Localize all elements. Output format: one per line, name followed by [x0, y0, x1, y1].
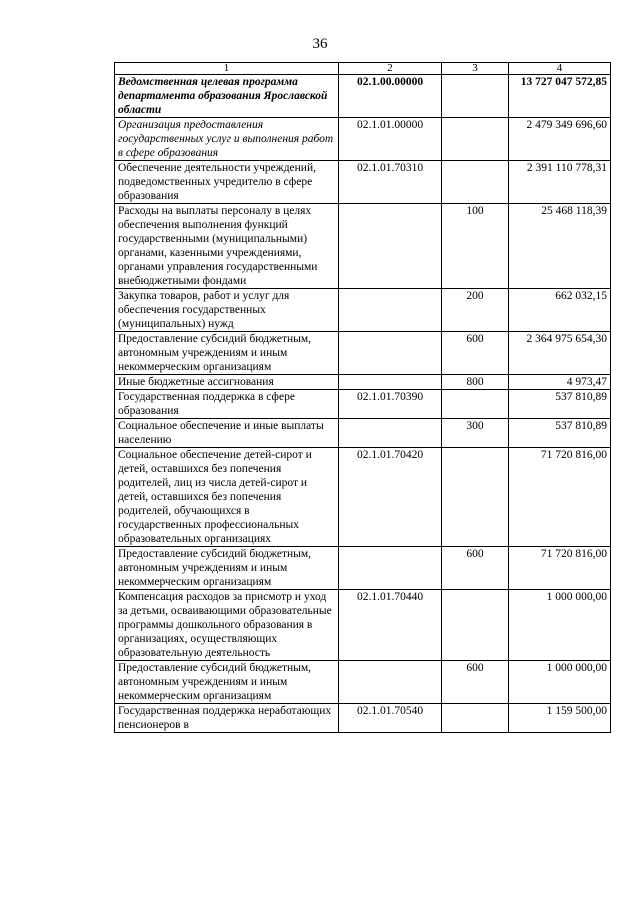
header-col-1: 1	[115, 63, 339, 75]
header-col-4: 4	[509, 63, 611, 75]
row-code-cell: 02.1.01.00000	[339, 118, 442, 161]
row-name-cell: Предоставление субсидий бюджетным, автономным учреждениям и иным некоммерческим организациям	[115, 332, 339, 375]
budget-table	[114, 62, 611, 733]
row-type-cell	[442, 448, 509, 547]
row-amount-cell: 1 000 000,00	[509, 590, 611, 661]
row-amount-cell: 1 159 500,00	[509, 704, 611, 733]
row-type-cell: 100	[442, 204, 509, 289]
row-type-cell: 600	[442, 332, 509, 375]
table-row	[115, 448, 611, 547]
table-row	[115, 547, 611, 590]
table-header-row	[115, 63, 611, 75]
page-number: 36	[312, 36, 328, 52]
row-amount-cell: 13 727 047 572,85	[509, 75, 611, 118]
row-name-cell: Ведомственная целевая программа департамента образования Ярославской области	[115, 75, 339, 118]
row-code-cell: 02.1.01.70390	[339, 390, 442, 419]
row-amount-cell: 71 720 816,00	[509, 547, 611, 590]
row-type-cell: 600	[442, 547, 509, 590]
row-code-cell: 02.1.00.00000	[339, 75, 442, 118]
table-row	[115, 161, 611, 204]
row-type-cell	[442, 118, 509, 161]
row-code-cell	[339, 547, 442, 590]
table-row	[115, 590, 611, 661]
header-col-2: 2	[339, 63, 442, 75]
row-type-cell	[442, 75, 509, 118]
table-row	[115, 661, 611, 704]
row-type-cell: 800	[442, 375, 509, 390]
row-amount-cell: 2 364 975 654,30	[509, 332, 611, 375]
header-col-3: 3	[442, 63, 509, 75]
row-type-cell	[442, 590, 509, 661]
row-code-cell	[339, 332, 442, 375]
table-row	[115, 75, 611, 118]
table-row	[115, 419, 611, 448]
row-code-cell	[339, 419, 442, 448]
row-type-cell: 300	[442, 419, 509, 448]
row-name-cell: Предоставление субсидий бюджетным, автономным учреждениям и иным некоммерческим организациям	[115, 661, 339, 704]
row-code-cell	[339, 289, 442, 332]
table-row	[115, 204, 611, 289]
row-name-cell: Государственная поддержка неработающих пенсионеров в	[115, 704, 339, 733]
row-amount-cell: 1 000 000,00	[509, 661, 611, 704]
row-code-cell: 02.1.01.70310	[339, 161, 442, 204]
row-code-cell: 02.1.01.70540	[339, 704, 442, 733]
row-code-cell: 02.1.01.70420	[339, 448, 442, 547]
table-row	[115, 375, 611, 390]
row-name-cell: Предоставление субсидий бюджетным, автономным учреждениям и иным некоммерческим организациям	[115, 547, 339, 590]
row-code-cell	[339, 661, 442, 704]
table-row	[115, 704, 611, 733]
row-name-cell: Расходы на выплаты персоналу в целях обеспечения выполнения функций государственными (муниципальными) органами, казенными учреждениями, органами управления государственными внебюджетными фондами	[115, 204, 339, 289]
row-amount-cell: 25 468 118,39	[509, 204, 611, 289]
row-type-cell: 200	[442, 289, 509, 332]
row-name-cell: Закупка товаров, работ и услуг для обеспечения государственных (муниципальных) нужд	[115, 289, 339, 332]
row-name-cell: Государственная поддержка в сфере образования	[115, 390, 339, 419]
row-name-cell: Обеспечение деятельности учреждений, подведомственных учредителю в сфере образования	[115, 161, 339, 204]
row-name-cell: Социальное обеспечение детей-сирот и детей, оставшихся без попечения родителей, лиц из числа детей-сирот и детей, оставшихся без попечения родителей, обучающихся в государственных профессиональных образовательных организациях	[115, 448, 339, 547]
row-amount-cell: 537 810,89	[509, 390, 611, 419]
table-row	[115, 390, 611, 419]
row-type-cell	[442, 161, 509, 204]
row-amount-cell: 4 973,47	[509, 375, 611, 390]
table-row	[115, 332, 611, 375]
row-type-cell: 600	[442, 661, 509, 704]
row-code-cell	[339, 204, 442, 289]
table-row	[115, 289, 611, 332]
row-amount-cell: 537 810,89	[509, 419, 611, 448]
row-name-cell: Иные бюджетные ассигнования	[115, 375, 339, 390]
row-name-cell: Компенсация расходов за присмотр и уход за детьми, осваивающими образовательные программы дошкольного образования в организациях, осуществляющих образовательную деятельность	[115, 590, 339, 661]
row-amount-cell: 2 391 110 778,31	[509, 161, 611, 204]
row-name-cell: Организация предоставления государственных услуг и выполнения работ в сфере образования	[115, 118, 339, 161]
table-row	[115, 118, 611, 161]
row-code-cell	[339, 375, 442, 390]
row-type-cell	[442, 390, 509, 419]
row-type-cell	[442, 704, 509, 733]
row-code-cell: 02.1.01.70440	[339, 590, 442, 661]
row-amount-cell: 662 032,15	[509, 289, 611, 332]
row-name-cell: Социальное обеспечение и иные выплаты населению	[115, 419, 339, 448]
row-amount-cell: 2 479 349 696,60	[509, 118, 611, 161]
row-amount-cell: 71 720 816,00	[509, 448, 611, 547]
